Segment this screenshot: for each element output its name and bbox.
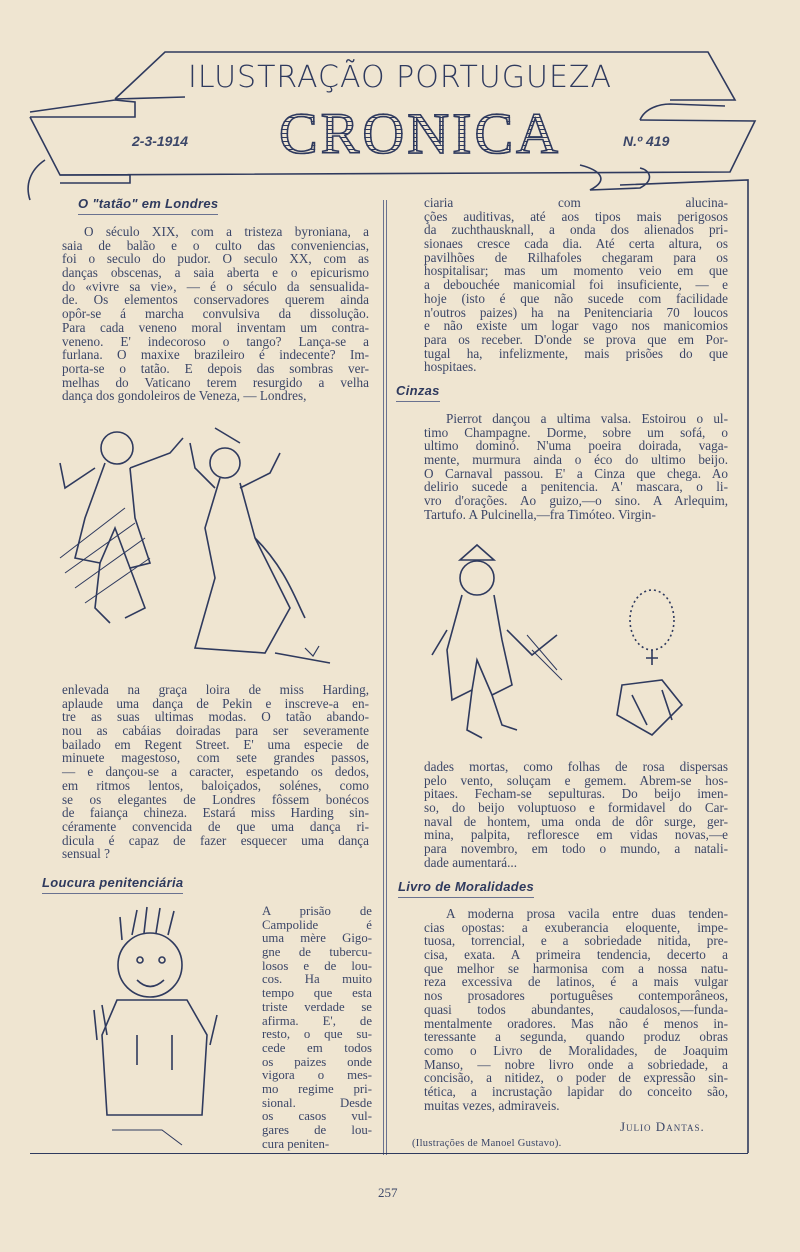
text-line: ciaria com alucina-: [424, 195, 728, 210]
text-line: que melhor se harmonisa com a nossa natu-: [424, 960, 728, 976]
text-line: sensual ?: [62, 846, 110, 862]
text-line: opôr-se á marcha convulsiva da dissolução.: [62, 306, 369, 322]
text-line: mo regime pri-: [262, 1081, 372, 1096]
text-line: losos e de lou-: [262, 958, 372, 973]
text-line: mina, palpita, refloresce em vidas novas,—e: [424, 827, 728, 843]
text-line: Para cada veneno moral inventam um contra-: [62, 319, 369, 335]
text-line: cede em todos: [262, 1040, 372, 1055]
text-line: dança dos gondoleiros de Veneza, — Londres,: [62, 388, 307, 404]
text-line: pelo vento, soluçam e gemem. Abrem-se hos-: [424, 772, 728, 788]
text-line: mentalmente oradores. Mas não é menos in-: [424, 1015, 728, 1031]
text-line: os paizes onde: [262, 1054, 372, 1069]
text-line: Pierrot dançou a ultima valsa. Estoirou o ul-: [446, 411, 728, 426]
text-line: como o Livro de Moralidades, de Joaquim: [424, 1042, 728, 1058]
text-line: veneno. E' indecoroso o tango? Lança-se a: [62, 333, 369, 349]
text-line: tética, a incrustação lapidar do conceito são,: [424, 1083, 728, 1099]
masthead-banner: [0, 0, 800, 200]
text-line: cura peniten-: [262, 1136, 330, 1151]
text-line: Campolide é: [262, 917, 372, 932]
text-line: cias opostas: a exuberancia eloquente, impe-: [424, 919, 728, 935]
magazine-title: ILUSTRAÇÃO PORTUGUEZA: [188, 60, 612, 95]
article-title-livro: Livro de Moralidades: [398, 879, 534, 898]
text-line: hospitalisar; mas um momento veio em que: [424, 263, 728, 279]
text-line: naval de hontem, uma onda de dôr surge, ger-: [424, 813, 728, 829]
text-line: bailado em Regent Street. E' uma especie de: [62, 736, 369, 752]
text-line: tugal ha, infelizmente, mais prisões do que: [424, 345, 728, 361]
text-line: para os receber. D'onde se prova que em Por-: [424, 331, 728, 347]
text-line: enlevada na graça loira de miss Harding,: [62, 682, 369, 697]
prisoner-illustration: [92, 905, 242, 1145]
text-line: ções auditivas, até aos tipos mais perigosos: [424, 208, 728, 224]
text-line: e não existe um logar vago nos manicomios: [424, 318, 728, 334]
text-line: melhas do Vaticano terem resurgido a velha: [62, 374, 369, 390]
text-line: aplaude uma dança de Pekin e inscreve-a en-: [62, 695, 369, 711]
text-line: tuosa, torrencial, e a sobriedade nitida, pre-: [424, 933, 728, 949]
text-line: ultimo dominó. N'uma poeira doirada, vaga-: [424, 438, 728, 454]
text-line: tempo que esta: [262, 986, 372, 1001]
article-title-tatao: O "tatão" em Londres: [78, 196, 218, 215]
text-line: vro d'orações. Ao guizo,—o sino. A Arlequim,: [424, 493, 728, 509]
text-line: quasi todos abundantes, caudalosos,—funda-: [424, 1001, 728, 1017]
text-line: da zuchthausknall, a onda dos alienados pri-: [424, 222, 728, 238]
text-line: em ritmos lentos, baloiçados, solénes, como: [62, 777, 369, 793]
section-title: CRONICA: [230, 102, 610, 166]
text-line: céramente convencida de que uma dança ri-: [62, 818, 369, 834]
text-line: timo Champagne. Dorme, sobre um sofá, o: [424, 424, 728, 440]
text-line: nou as cabáias doiradas para ser severamente: [62, 723, 369, 739]
page-number: 257: [378, 1185, 398, 1200]
text-line: mente, murmura ainda o éco do ultimo beijo.: [424, 452, 728, 468]
dancing-couple-illustration: [55, 408, 345, 668]
column-divider: [383, 200, 387, 1155]
article-loucura-narrow-column: [262, 905, 372, 1151]
text-line: se os elegantes de Londres fôssem bonécos: [62, 791, 369, 807]
text-line: dicula é capaz de fazer esquecer uma dança: [62, 832, 369, 848]
text-line: porta-se o tatão. E depois das sombras ver-: [62, 360, 369, 376]
text-line: furlana. O maxixe brazileiro é indecente? Im-: [62, 347, 369, 363]
author-signature: Julio Dantas.: [620, 1119, 705, 1134]
text-line: gne de tubercu-: [262, 945, 372, 960]
text-line: foi o seculo do pudor. O seculo XX, com as: [62, 251, 369, 267]
text-line: reza excessiva de latinos, é a mais vulgar: [424, 974, 728, 990]
text-line: saia de balão e o culto das conveniencias,: [62, 237, 369, 253]
article-title-loucura: Loucura penitenciária: [42, 875, 183, 894]
text-line: gares de lou-: [262, 1123, 372, 1137]
text-line: para novembro, em todo o mundo, a natali-: [424, 841, 728, 857]
text-line: pitaes. Fecham-se sepulturas. Do beijo imen-: [424, 786, 728, 802]
text-line: sionaes cresce cada dia. Até certa altura, os: [424, 236, 728, 252]
text-line: Manso, — nobre livro onde a sobriedade, a: [424, 1056, 728, 1072]
text-line: dade aumentará...: [424, 854, 517, 870]
issue-date: 2-3-1914: [132, 133, 189, 149]
text-line: sional. Desde: [262, 1095, 372, 1110]
text-line: cisa, exata. A primeira tendencia, decerto a: [424, 947, 728, 963]
text-line: afirma. E', de: [262, 1013, 372, 1028]
text-line: hospitaes.: [424, 359, 477, 375]
text-line: n'outros paizes) ha na Penitenciaria 70 loucos: [424, 304, 728, 320]
text-line: de. Os elementos conservadores querem ainda: [62, 292, 369, 308]
text-line: A prisão de: [262, 904, 372, 918]
text-line: minuete magestoso, com sete grandes passos,: [62, 750, 369, 766]
text-line: tre as suas ultimas modas. O tatão abando-: [62, 709, 369, 725]
article-loucura-continuation: [424, 196, 728, 374]
article-title-cinzas: Cinzas: [396, 383, 440, 402]
illustration-credits: (Ilustrações de Manoel Gustavo).: [412, 1138, 562, 1149]
text-line: dades mortas, como folhas de rosa dispersas: [424, 759, 728, 774]
rosary-and-mask-illustration: [612, 585, 702, 745]
text-line: de faiança chineza. Estará miss Harding sin-: [62, 805, 369, 821]
article-tatao-paragraph-1: [62, 225, 369, 403]
text-line: O Carnaval passou. E' a Cinza que chega. Ao: [424, 465, 728, 481]
text-line: so, do beijo voluptuoso e formidavel do Car-: [424, 800, 728, 816]
text-line: a debouchée manicomial foi insuficiente, — e: [424, 277, 728, 293]
text-line: triste verdade se: [262, 999, 372, 1014]
text-line: Tartufo. A Pulcinella,—fra Timóteo. Virgin-: [424, 506, 656, 522]
text-line: concisão, a nitidez, o poder de expressão sin-: [424, 1070, 728, 1086]
article-tatao-paragraph-2: [62, 683, 369, 861]
text-line: vigora o mes-: [262, 1068, 372, 1083]
text-line: resto, o que su-: [262, 1027, 372, 1042]
text-line: nos prosadores portuguêses contemporâneos,: [424, 988, 728, 1004]
issue-number: N.º 419: [623, 133, 670, 149]
text-line: A moderna prosa vacila entre duas tenden-: [446, 906, 728, 921]
text-line: uma mère Gigo-: [262, 931, 372, 946]
text-line: muitas vezes, admiraveis.: [424, 1097, 560, 1113]
bottom-rule: [30, 1153, 748, 1154]
text-line: hoje (isto é que não sucede com facilidade: [424, 290, 728, 306]
text-line: os casos vul-: [262, 1109, 372, 1124]
article-cinzas-paragraph-1: [424, 412, 728, 522]
text-line: teressante a segunda, quando produz obras: [424, 1029, 728, 1045]
article-livro-paragraph-1: [424, 907, 728, 1112]
text-line: danças obscenas, a saia aberta e o epicurismo: [62, 265, 369, 281]
pierrot-illustration: [432, 540, 572, 750]
text-line: pavilhões de Rilhafoles chegaram para os: [424, 249, 728, 265]
text-line: — e dançou-se a caracter, espetando os dedos,: [62, 764, 369, 780]
text-line: O século XIX, com a tristeza byroniana, a: [84, 224, 369, 239]
article-cinzas-paragraph-2: [424, 760, 728, 870]
text-line: cos. Ha muito: [262, 972, 372, 987]
text-line: delirio sucede a penitencia. A' mascara, o li-: [424, 479, 728, 495]
text-line: do «vivre sa vie», — é o século da sensualida-: [62, 278, 369, 294]
